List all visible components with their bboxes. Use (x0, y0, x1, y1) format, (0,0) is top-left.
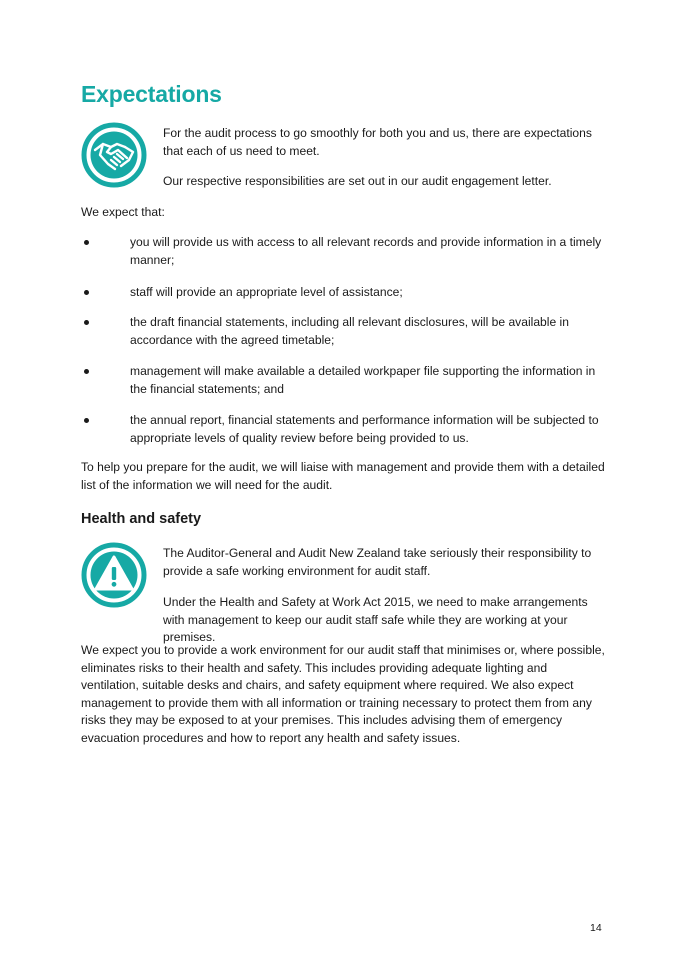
intro-paragraph-2: Our respective responsibilities are set out in our audit engagement letter. (163, 174, 552, 188)
we-expect-label: We expect that: (81, 205, 165, 219)
list-item: the annual report, financial statements and performance information will be subjected to appropriate levels of quality review before being provided to us. (130, 413, 599, 445)
help-paragraph: To help you prepare for the audit, we will liaise with management and provide them with a detailed list of the information we will need for the audit. (81, 460, 605, 492)
health-paragraph-2: Under the Health and Safety at Work Act 2015, we need to make arrangements with management to keep our audit staff safe while they are working at your premises. (163, 595, 588, 644)
warning-icon (81, 542, 147, 608)
bullet-icon (84, 290, 89, 295)
health-paragraph-3: We expect you to provide a work environment for our audit staff that minimises or, where possible, eliminates risks to their health and safety. This includes providing adequate lighting and ventilation, suitable desks and chairs, and safety equipment where required. We also expect management to provide them with all information or training necessary to protect them from any risks they may be exposed to at your premises. This includes advising them of emergency evacuation procedures and how to report any health and safety issues. (81, 643, 605, 745)
intro-paragraph-1: For the audit process to go smoothly for both you and us, there are expectations that each of us need to meet. (163, 126, 592, 158)
health-paragraph-1: The Auditor-General and Audit New Zealand take seriously their responsibility to provide a safe working environment for audit staff. (163, 546, 592, 578)
list-item: staff will provide an appropriate level of assistance; (130, 285, 403, 299)
list-item: you will provide us with access to all relevant records and provide information in a timely manner; (130, 235, 602, 267)
list-item: the draft financial statements, including all relevant disclosures, will be available in accordance with the agreed timetable; (130, 315, 569, 347)
list-item: management will make available a detailed workpaper file supporting the information in the financial statements; and (130, 364, 596, 396)
bullet-icon (84, 418, 89, 423)
page-number: 14 (590, 922, 602, 934)
page-title: Expectations (81, 81, 222, 107)
bullet-icon (84, 320, 89, 325)
bullet-icon (84, 240, 89, 245)
section-heading-health-safety: Health and safety (81, 511, 202, 527)
bullet-icon (84, 369, 89, 374)
handshake-icon (81, 122, 147, 188)
